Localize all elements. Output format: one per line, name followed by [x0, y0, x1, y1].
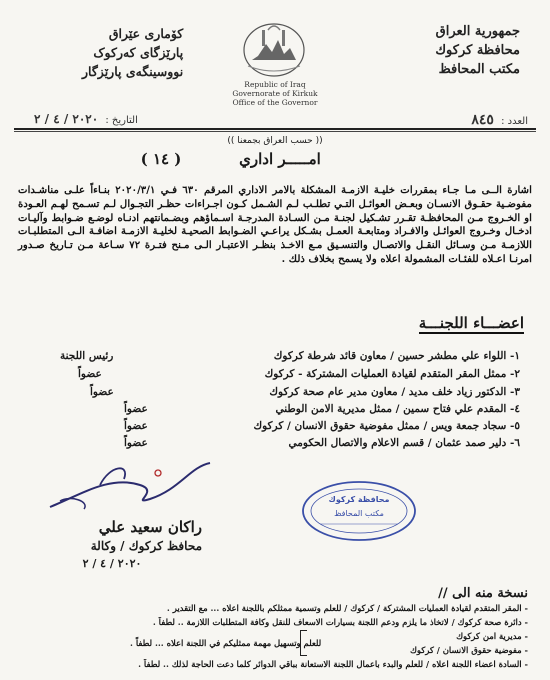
- arabic-header-line-1: جمهورية العراق: [435, 24, 520, 39]
- date-label: التاريخ :: [105, 115, 138, 126]
- member-role: عضواً: [124, 437, 148, 449]
- kurdish-header-line-3: نووسینگەی پارێزگار: [82, 64, 184, 79]
- kurdish-header: [82, 24, 183, 81]
- signature-block: [22, 518, 202, 570]
- member-text: ٤- المقدم علي فتاح سمين / ممثل مديرية الامن الوطني: [275, 403, 520, 415]
- kurdish-header-line-2: پارێزگای کەرکوک: [93, 45, 184, 60]
- copy-item: - مفوضية حقوق الانسان / كركوك: [410, 645, 528, 655]
- member-text: ١- اللواء علي مطشر حسين / معاون قائد شرطة كركوك: [273, 350, 520, 362]
- english-header-line-3: Office of the Governor: [232, 98, 318, 107]
- member-role: رئيس اللجنة: [60, 350, 114, 362]
- stamp-line-2: مكتب المحافظ: [334, 509, 384, 518]
- member-text: ٢- ممثل المقر المتقدم لقيادة العمليات المشتركة - كركوك: [264, 368, 520, 380]
- member-text: ٦- دلير صمد عثمان / قسم الاعلام والاتصال الحكومي: [288, 437, 520, 449]
- handwritten-signature-icon: [40, 455, 220, 517]
- member-text: ٥- سجاد جمعة ويس / ممثل مفوضية حقوق الانسان / كركوك: [253, 420, 520, 432]
- kurdish-header-line-1: كۆماری عێراق: [108, 26, 184, 41]
- arabic-header-line-3: مكتب المحافظ: [438, 62, 520, 77]
- order-body: اشارة الــى مـا جـاء بمقررات خليـة الازمـة المشكلة بالامر الاداري المرقم ٦٣٠ فـي ٢٠٢٠/٣/١ بنـاءاً علـى مناشـدات مفوضـية حقـوق الانسـان وبعـض العوائـل التـي تطلـب لـم الشـمل كـون اجـراءات حظـر التجـوال لـم تسـمح لهـم العـودة او الخـروج مـن المحافظـة تقـرر تشـكيل لجنـة مـن السـادة المدرجـة اسـماؤهم وبضـمانتهم ادنـاه لوضـع ضـوابط وآليـات ادخـال وخـروج العوائـل والافـراد ومتابعـة العمـل بشـكل يراعـي الضـوابط الصحيـة لخليـة الازمـة اضافـة الـى المتطلبـات اللازمـة مـن وسـائل النقـل والاتصـال والتنسـيق مـع الاخـذ بنظـر الاعتبـار الـى مـنح فتـرة ٧٢ سـاعة مـن تـاريخ صـدور امرنـا اعـلاه للفئـات المشمولة اعلاه ولا يسمح بخلاف ذلك .: [18, 184, 532, 265]
- english-header: [218, 80, 332, 107]
- member-row: [20, 348, 520, 364]
- order-number: ( ١٤ ): [140, 150, 182, 168]
- copies-title: نسخة منه الى //: [438, 586, 528, 601]
- english-header-line-2: Governorate of Kirkuk: [232, 89, 318, 98]
- signatory-name: راكان سعيد علي: [98, 518, 202, 536]
- copy-item: - مديرية امن كركوك: [456, 631, 528, 641]
- member-text: ٣- الدكتور زياد خلف مديد / معاون مدير عام صحة كركوك: [269, 386, 520, 398]
- header-divider-thin: [14, 131, 536, 132]
- document-date: [34, 112, 138, 126]
- number-label: العدد :: [501, 116, 528, 127]
- order-title: امـــــر اداري: [239, 150, 321, 168]
- copies-bracket: [300, 630, 307, 656]
- governorate-seal-icon: [238, 18, 310, 78]
- member-row: [20, 435, 520, 451]
- member-row: [20, 366, 520, 382]
- copies-bracket-note: للعلم وتسهيل مهمة ممثليكم في اللجنة اعلاه ... لطفاً .: [130, 638, 322, 648]
- arabic-header-line-2: محافظة كركوك: [435, 43, 520, 58]
- stamp-line-1: محافظة كركوك: [328, 495, 390, 504]
- member-row: [20, 418, 520, 434]
- member-role: عضواً: [124, 420, 148, 432]
- header-divider: [14, 128, 536, 130]
- number-value: ٨٤٥: [471, 112, 494, 128]
- member-role: عضواً: [124, 403, 148, 415]
- official-stamp-icon: [300, 480, 418, 542]
- document-number: [471, 112, 528, 128]
- english-header-line-1: Republic of Iraq: [244, 80, 306, 89]
- member-row: [20, 384, 520, 400]
- copy-item: - دائرة صحة كركوك / لاتخاذ ما يلزم ودعم اللجنة بسيارات الاسعاف للنقل وكافة المتطلبات اللازمة .. لطفاً .: [152, 617, 528, 627]
- committee-title: اعضـــاء اللجنـــة: [418, 314, 524, 332]
- copy-item: - المقر المتقدم لقيادة العمليات المشتركة / كركوك / للعلم وتسمية ممثلكم باللجنة اعلاه ... مع التقدير .: [166, 603, 528, 613]
- date-value: ٢٠٢٠ / ٤ / ٢: [34, 112, 99, 126]
- member-role: عضواً: [90, 386, 114, 398]
- member-role: عضواً: [78, 368, 102, 380]
- signatory-title: محافظ كركوك / وكالة: [90, 539, 202, 553]
- according-line: (( حسب العراق بجمعنا )): [227, 136, 323, 146]
- copy-item: - السادة اعضاء اللجنة اعلاه / للعلم والبدء باعمال اللجنة الاستعانة بباقي الدوائر كلما دعت الحاجة لذلك .. لطفاً .: [138, 659, 528, 669]
- member-row: [20, 401, 520, 417]
- signature-date: ٢٠٢٠ / ٤ / ٢: [82, 557, 142, 570]
- arabic-header: [435, 22, 520, 79]
